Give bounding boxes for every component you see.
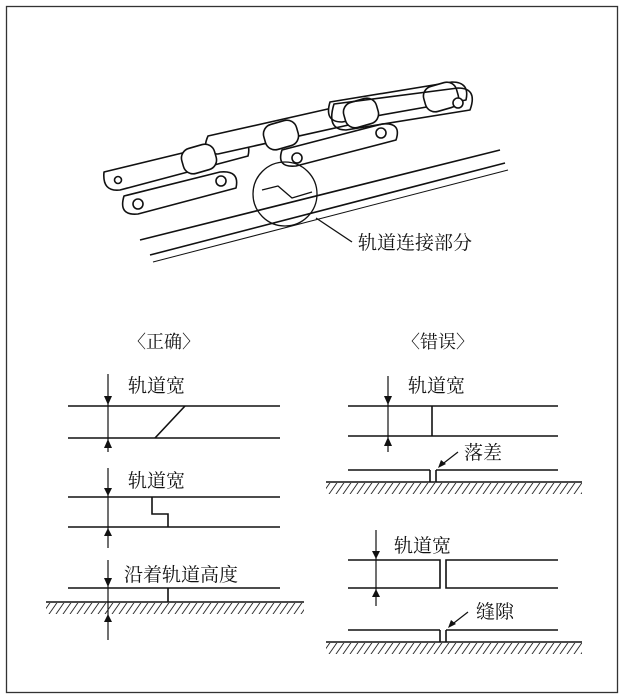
wrong-gap-label: 缝隙 xyxy=(476,601,515,623)
wrong-heading: 〈错误〉 xyxy=(402,332,474,353)
wrong-gap-joint xyxy=(326,530,582,642)
correct-height-label: 沿着轨道高度 xyxy=(124,564,239,586)
wrong-width-label-2: 轨道宽 xyxy=(394,535,452,557)
correct-heading: 〈正确〉 xyxy=(128,332,200,353)
outer-frame xyxy=(7,7,618,693)
correct-width-label-1: 轨道宽 xyxy=(128,375,186,397)
ground-hatch xyxy=(326,483,582,494)
ground-hatch xyxy=(46,603,304,614)
wrong-step-label: 落差 xyxy=(464,442,503,464)
wrong-width-label-1: 轨道宽 xyxy=(408,375,466,397)
joint-step-line xyxy=(262,186,312,198)
callout-leader xyxy=(316,218,352,242)
correct-width-label-2: 轨道宽 xyxy=(128,470,186,492)
ground-hatch xyxy=(326,643,582,654)
rail-joint-label: 轨道连接部分 xyxy=(358,232,473,254)
